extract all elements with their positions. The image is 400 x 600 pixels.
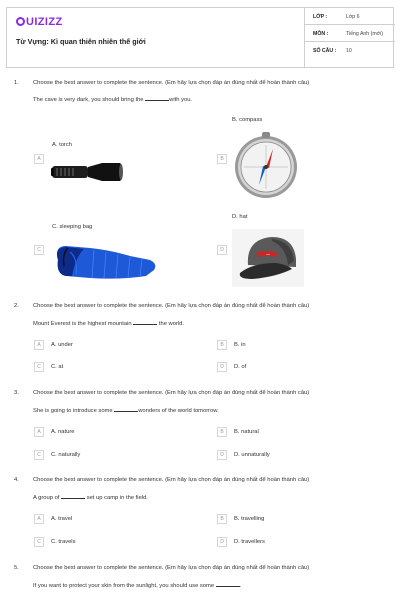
question-number: 3. xyxy=(14,390,19,396)
option-checkbox[interactable]: A xyxy=(34,427,44,437)
question-instruction: Choose the best answer to complete the sentence. (Em hãy lựa chọn đáp án đúng nhất để hoàn thành câu) xyxy=(33,303,310,309)
meta-row-subject xyxy=(305,25,395,42)
compass-image xyxy=(233,129,299,201)
question-sentence: A group of set up camp in the field. xyxy=(33,495,148,501)
meta-value: Lớp 6 xyxy=(346,14,360,20)
svg-text:⁓: ⁓ xyxy=(266,252,270,257)
option-label: B. compass xyxy=(232,117,263,123)
meta-key: LỚP : xyxy=(313,14,328,20)
answer-blank xyxy=(145,100,169,101)
option-checkbox[interactable]: A xyxy=(34,514,44,524)
question-number: 2. xyxy=(14,303,19,309)
logo-q-icon xyxy=(16,17,25,26)
option-label: D. hat xyxy=(232,214,248,220)
meta-value: 10 xyxy=(346,48,352,54)
cap-image xyxy=(232,229,304,287)
option-checkbox[interactable]: C xyxy=(34,245,44,255)
question-instruction: Choose the best answer to complete the sentence. (Em hãy lựa chọn đáp án đúng nhất để hoàn thành câu) xyxy=(33,565,310,571)
option-label: C. sleeping bag xyxy=(52,224,93,230)
question-sentence: The cave is very dark, you should bring the with you. xyxy=(33,97,193,103)
option-checkbox[interactable]: B xyxy=(217,514,227,524)
option-checkbox[interactable]: C xyxy=(34,450,44,460)
option-checkbox[interactable]: C xyxy=(34,362,44,372)
question-number: 4. xyxy=(14,477,19,483)
option-label: A. torch xyxy=(52,142,72,148)
option-checkbox[interactable]: C xyxy=(34,537,44,547)
option-checkbox[interactable]: A xyxy=(34,340,44,350)
quizizz-logo xyxy=(16,16,63,28)
answer-blank xyxy=(133,324,157,325)
question-instruction: Choose the best answer to complete the sentence. (Em hãy lựa chọn đáp án đúng nhất để hoàn thành câu) xyxy=(33,390,310,396)
worksheet-header xyxy=(6,7,394,68)
meta-key: SỐ CÂU : xyxy=(313,48,337,54)
option-checkbox[interactable]: D xyxy=(217,362,227,372)
meta-row-count xyxy=(305,42,395,59)
option-checkbox[interactable]: B xyxy=(217,427,227,437)
question-number: 1. xyxy=(14,80,19,86)
option-checkbox[interactable]: A xyxy=(34,154,44,164)
torch-image xyxy=(50,158,124,186)
meta-row-class xyxy=(305,8,395,25)
option-checkbox[interactable]: B xyxy=(217,154,227,164)
option-checkbox[interactable]: D xyxy=(217,450,227,460)
question-instruction: Choose the best answer to complete the sentence. (Em hãy lựa chọn đáp án đúng nhất để hoàn thành câu) xyxy=(33,80,310,86)
logo-text: UIZIZZ xyxy=(26,16,63,28)
option-checkbox[interactable]: B xyxy=(217,340,227,350)
option-checkbox[interactable]: D xyxy=(217,537,227,547)
question-sentence: If you want to protect your skin from the sunlight, you should use some . xyxy=(33,583,242,589)
meta-value: Tiếng Anh (mới) xyxy=(346,31,383,37)
meta-box xyxy=(304,8,394,67)
meta-key: MÔN : xyxy=(313,31,329,37)
page-title: Từ Vựng: Kì quan thiên nhiên thế giới xyxy=(16,37,146,46)
answer-blank xyxy=(114,411,138,412)
question-number: 5. xyxy=(14,565,19,571)
question-sentence: She is going to introduce some wonders of the world tomorrow. xyxy=(33,408,219,414)
worksheet-page: UIZIZZ Từ Vựng: Kì quan thiên nhiên thế giới LỚP : Lớp 6 MÔN : Tiếng Anh (mới) SỐ CÂU : 10 1. Choose the best answer to complete the sentence. (Em hãy lựa chọn đáp án đúng nhất để hoàn thành câu) The cave is very dark, you should bring the with you. A. torch A B. compass B C. sleeping bag C D. hat D ⁓ 2. Choose the best answer to complete the sentence. (Em hãy lựa chọn đáp án đúng nhất để hoàn thành câu) Mount Everest is the highest mountain the world. A A. under B B. in C C. at D D. of 3. Choose the best answer to complete the sentence. (Em hãy lựa chọn đáp án đúng nhất để hoàn thành câu) She is going to introduce some wonders of the world tomorrow. A A. nature B B. natural C C. naturally D D. unnaturally 4. Choose the best answer to complete the sentence. (Em hãy lựa chọn đáp án đúng nhất để hoàn thành câu) A group of set up camp in the field. A A. travel B B. travelling C C. travels D D. travellers 5. Choose the best answer to complete the sentence. (Em hãy lựa chọn đáp án đúng nhất để hoàn thành câu) If you want to protect your skin from the sunlight, you should use some . xyxy=(0,0,400,600)
question-sentence: Mount Everest is the highest mountain the world. xyxy=(33,321,184,327)
sleeping-bag-image xyxy=(50,236,160,286)
answer-blank xyxy=(216,586,240,587)
answer-blank xyxy=(61,498,85,499)
question-instruction: Choose the best answer to complete the sentence. (Em hãy lựa chọn đáp án đúng nhất để hoàn thành câu) xyxy=(33,477,310,483)
option-checkbox[interactable]: D xyxy=(217,245,227,255)
